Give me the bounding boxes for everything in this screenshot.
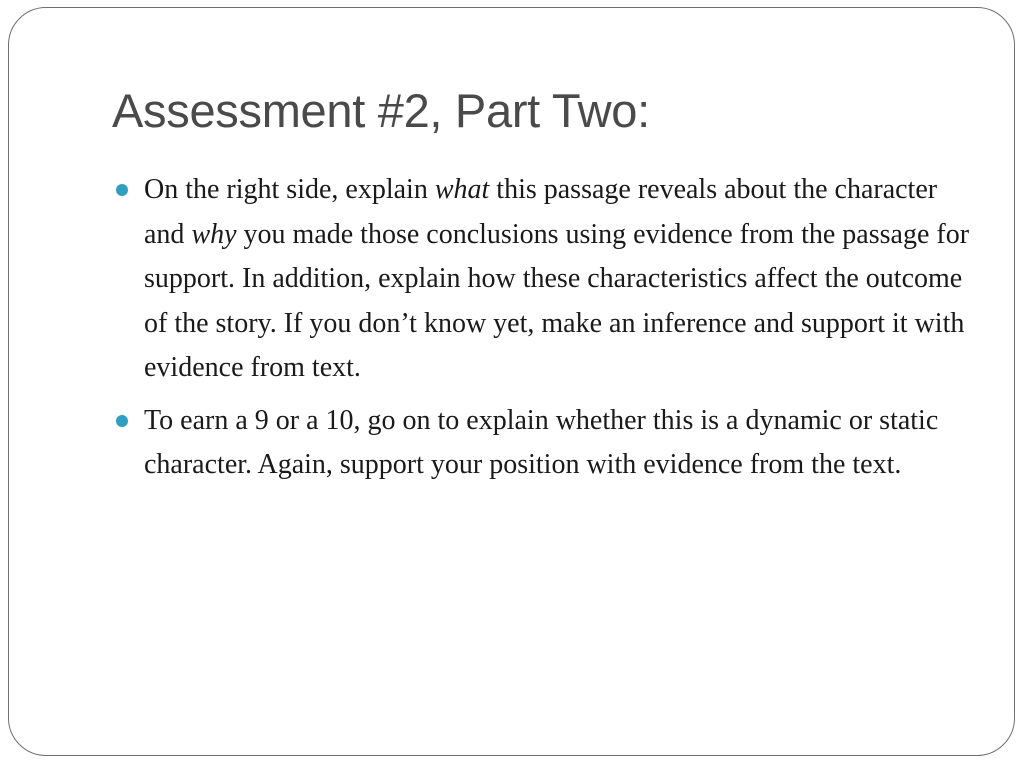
bullet-dot-icon [116,184,128,196]
bullet-dot-icon [116,415,128,427]
emphasis-why: why [191,218,237,250]
text-segment: you made those conclusions using evidence from the passage for support. In addition, explain how these characteristics affect the outcome of the story. If you don’t know yet, make an inference and support it with evidence from text. [144,218,970,383]
text-segment: To earn a 9 or a 10, go on to explain whether this is a dynamic or static character. Again, support your position with evidence from the text. [144,404,939,480]
bullet-item [115,168,975,391]
text-segment: On the right side, explain [144,174,435,205]
slide-title: Assessment #2, Part Two: [112,84,650,137]
bullet-text [144,405,938,481]
bullet-text [144,174,969,383]
bullet-list [115,168,975,496]
emphasis-what: what [434,174,490,205]
bullet-item [115,399,975,488]
text-segment: this passage reveals about the character and [144,174,938,250]
